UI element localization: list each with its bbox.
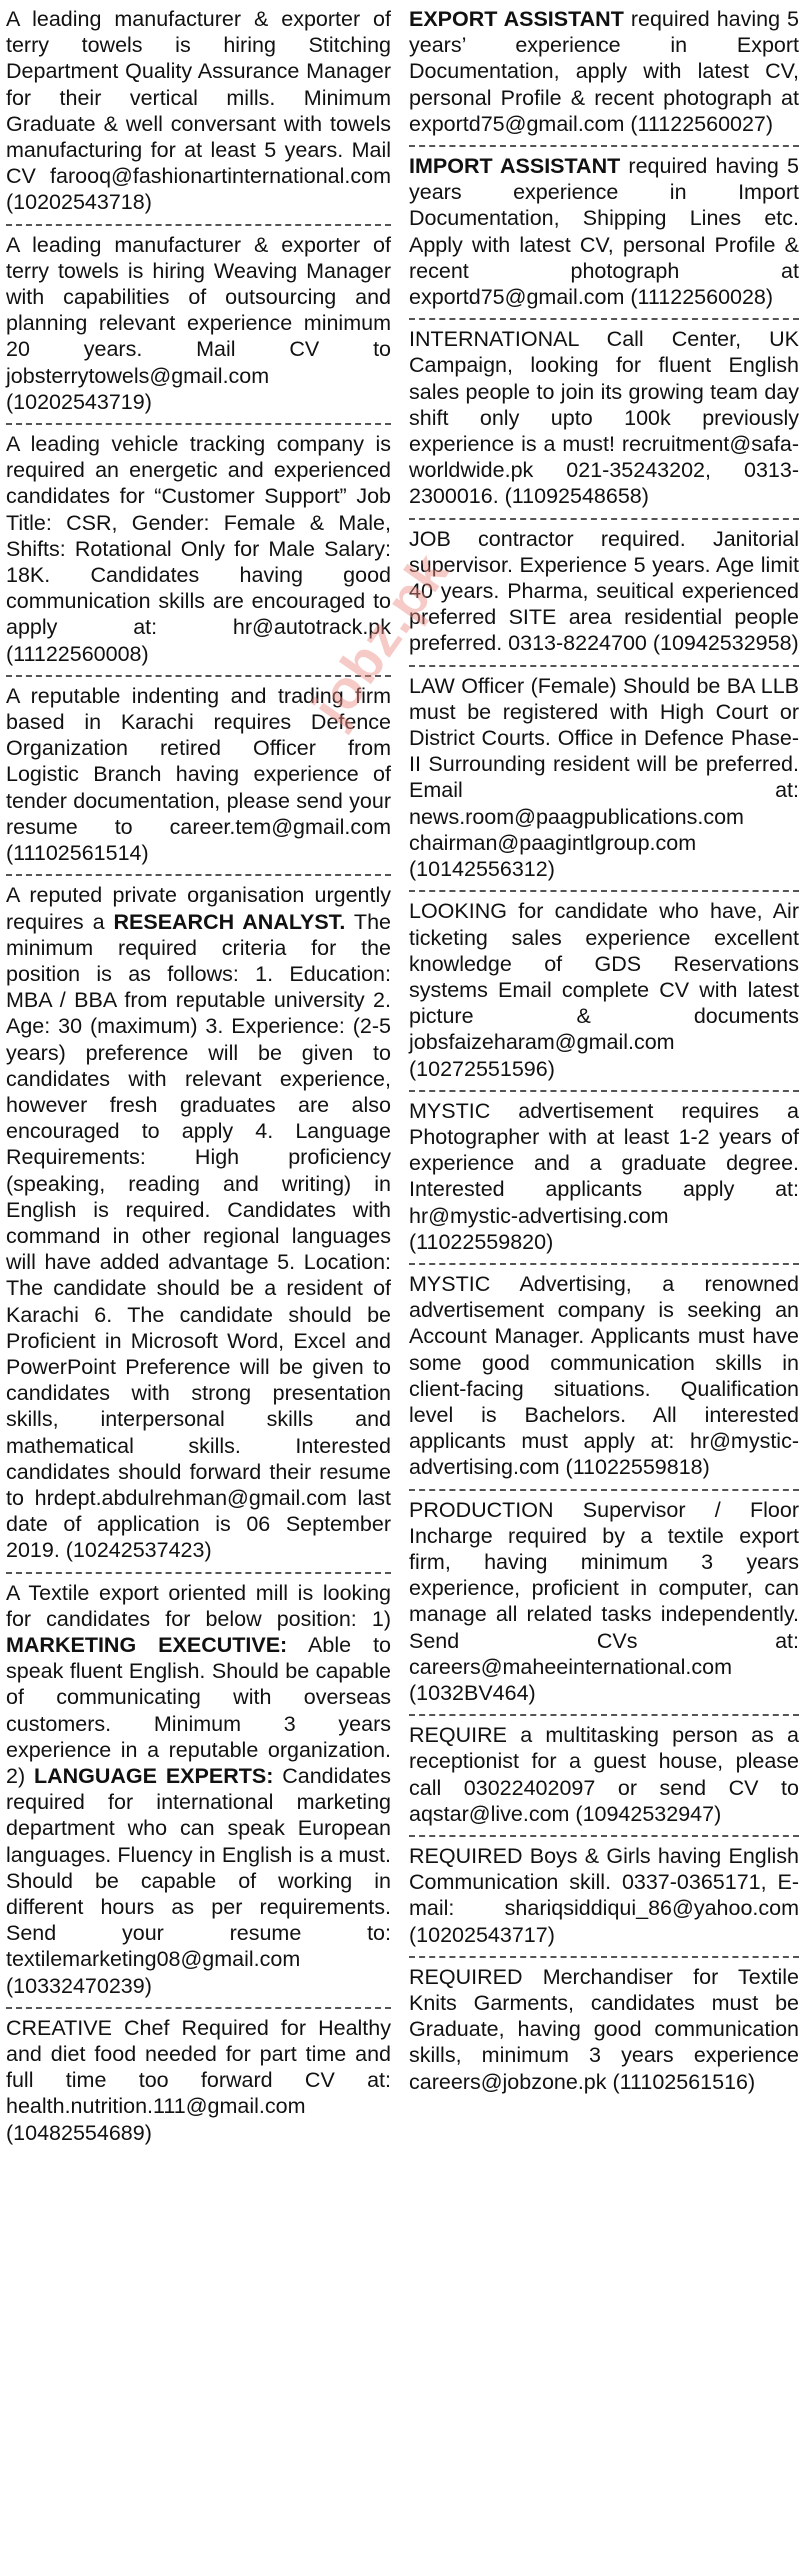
classified-ad — [6, 6, 391, 226]
ad-body: CREATIVE Chef Required for Healthy and diet food needed for part time and full time too forward CV at: health.nutrition.111@gmail.com (10482554689) — [6, 2015, 391, 2145]
ad-body: required having 5 years’ experience in Export Documentation, apply with latest CV, personal Profile & recent photograph at exportd75@gmail.com (11122560027) — [409, 7, 799, 136]
ad-text — [6, 1580, 391, 1999]
classified-ad — [6, 431, 391, 677]
classified-ad — [409, 898, 799, 1091]
classified-ad — [409, 1098, 799, 1265]
ad-body: INTERNATIONAL Call Center, UK Campaign, looking for fluent English sales people to join its growing team day shift only upto 100k previously experience is a must! recruitment@safa-worldwide.pk 021-35243202, 0313-2300016. (11092548658) — [409, 327, 799, 509]
classified-ad — [409, 6, 799, 147]
ad-text — [409, 1271, 799, 1481]
ad-body: Candidates required for international marketing department who can speak European languages. Fluency in English is a must. Should be capable of working in different hours as per requirements. Send your resume to: textilemarketing08@gmail.com (10332470239) — [6, 1764, 391, 1998]
ad-text — [409, 526, 799, 657]
ad-text — [409, 898, 799, 1081]
ad-text — [409, 1098, 799, 1255]
classified-ad — [409, 1497, 799, 1717]
ad-body: A Textile export oriented mill is looking for candidates for below position: 1) — [6, 1580, 391, 1631]
ad-body: A leading manufacturer & exporter of terry towels is hiring Stitching Department Quality Assurance Manager for their vertical mills. Minimum Graduate & well conversant with towels manufacturing for at least 5 years. Mail CV farooq@fashionartinternational.com (10202543718) — [6, 7, 391, 215]
classified-ad — [409, 326, 799, 519]
classified-ad — [6, 683, 391, 876]
ad-body: A leading vehicle tracking company is required an energetic and experienced candidates for “Customer Support” Job Title: CSR, Gender: Female & Male, Shifts: Rotational Only for Male Salary: 18K. Candidates having good communication skills are encouraged to apply at: hr@autotrack.pk (11122560008) — [6, 432, 391, 666]
classified-ad — [409, 1271, 799, 1491]
ad-body: LOOKING for candidate who have, Air ticketing sales experience excellent knowledge of GDS Reservations systems Email complete CV with latest picture & documents jobsfaizeharam@gmail.com (10272551596) — [409, 899, 799, 1081]
ad-text — [409, 153, 799, 310]
ad-heading: LANGUAGE EXPERTS: — [33, 1764, 274, 1788]
classified-ad — [409, 673, 799, 893]
right-column — [395, 0, 803, 2555]
classified-ad — [409, 1722, 799, 1837]
classified-ad — [409, 1964, 799, 2103]
ad-body: A reputable indenting and trading firm based in Karachi requires Defence Organization retired Officer from Logistic Branch having experience of tender documentation, please send your resume to career.tem@gmail.com (11102561514) — [6, 683, 391, 866]
ad-text — [409, 1843, 799, 1948]
ad-body: MYSTIC Advertising, a renowned advertisement company is seeking an Account Manager. Applicants must have some good communication skills in client-facing situations. Qualification level is Bachelors. All interested applicants must apply at: hr@mystic-advertising.com (11022559818) — [409, 1271, 799, 1480]
classified-ad — [6, 2015, 391, 2154]
ad-text — [409, 673, 799, 883]
ad-body: MYSTIC advertisement requires a Photographer with at least 1-2 years of experience and a graduate degree. Interested applicants apply at: hr@mystic-advertising.com (11022559820) — [409, 1098, 799, 1254]
ad-body: required having 5 years experience in Import Documentation, Shipping Lines etc. Apply with latest CV, personal Profile & recent photograph at exportd75@gmail.com (11122560028) — [409, 154, 799, 310]
ad-body: A leading manufacturer & exporter of terry towels is hiring Weaving Manager with capabilities of outsourcing and planning relevant experience minimum 20 years. Mail CV to jobsterrytowels@gmail.com (10202543719) — [6, 232, 391, 414]
ad-text — [6, 232, 391, 415]
classified-ad — [409, 526, 799, 667]
ad-text — [409, 1964, 799, 2095]
watermark: jobz.pk — [300, 542, 461, 735]
ad-body: REQUIRE a multitasking person as a receptionist for a guest house, please call 03022402097 or send CV to aqstar@live.com (10942532947) — [409, 1723, 799, 1826]
ad-body: JOB contractor required. Janitorial supervisor. Experience 5 years. Age limit 40 years. Pharma, seuitical experienced preferred SITE area residential people preferred. 0313-8224700 (10942532958) — [409, 526, 799, 656]
ad-body: LAW Officer (Female) Should be BA LLB must be registered with High Court or District Courts. Office in Defence Phase-II Surrounding resident will be preferred. Email at: news.room@paagpublications.com chairman@paagintlgroup.com (10142556312) — [409, 673, 799, 882]
ad-text — [409, 1722, 799, 1827]
ad-text — [409, 326, 799, 509]
left-column — [0, 0, 395, 2555]
ad-text — [409, 6, 799, 137]
ad-text — [6, 6, 391, 216]
ad-body: Able to speak fluent English. Should be capable of communicating with overseas customers. Minimum 3 years experience in a reputable organization. 2) — [6, 1632, 391, 1788]
ad-body: REQUIRED Merchandiser for Textile Knits Garments, candidates must be Graduate, having good communication skills, minimum 3 years experience careers@jobzone.pk (11102561516) — [409, 1964, 799, 2094]
ad-text — [6, 2015, 391, 2146]
classified-ad — [6, 232, 391, 425]
ad-text — [6, 431, 391, 667]
classified-ad — [409, 1843, 799, 1958]
classified-ad — [409, 153, 799, 320]
classified-ad — [6, 1580, 391, 2009]
ad-body: A reputed private organisation urgently requires a — [6, 883, 391, 934]
classified-ad — [6, 882, 391, 1573]
ad-heading: EXPORT ASSISTANT — [409, 7, 624, 31]
ad-body: REQUIRED Boys & Girls having English Communication skill. 0337-0365171, E-mail: shariqsiddiqui_86@yahoo.com (10202543717) — [409, 1844, 799, 1947]
ad-text — [6, 882, 391, 1563]
ad-body: PRODUCTION Supervisor / Floor Incharge required by a textile export firm, having minimum 3 years experience, proficient in computer, can manage all related tasks independently. Send CVs at: careers@maheeinternational.com (1032BV464) — [409, 1497, 799, 1705]
ad-heading: IMPORT ASSISTANT — [409, 154, 621, 179]
ad-heading: MARKETING EXECUTIVE: — [6, 1632, 288, 1657]
ad-body: The minimum required criteria for the position is as follows: 1. Education: MBA / BBA from reputable university 2. Age: 30 (maximum) 3. Experience: (2-5 years) preference will be given to candidates with relevant experience, however fresh graduates are also encouraged to apply 4. Language Requirements: High proficiency (speaking, reading and writing) in English is required. Candidates with command in other regional languages will have added advantage 5. Location: The candidate should be a resident of Karachi 6. The candidate should be Proficient in Microsoft Word, Excel and PowerPoint Preference will be given to candidates with strong presentation skills, interpersonal skills and mathematical skills. Interested candidates should forward their resume to hrdept.abdulrehman@gmail.com last date of application is 06 September 2019. (10242537423) — [6, 909, 391, 1563]
ad-heading: RESEARCH ANALYST. — [113, 909, 346, 934]
ad-text — [6, 683, 391, 866]
ad-text — [409, 1497, 799, 1707]
